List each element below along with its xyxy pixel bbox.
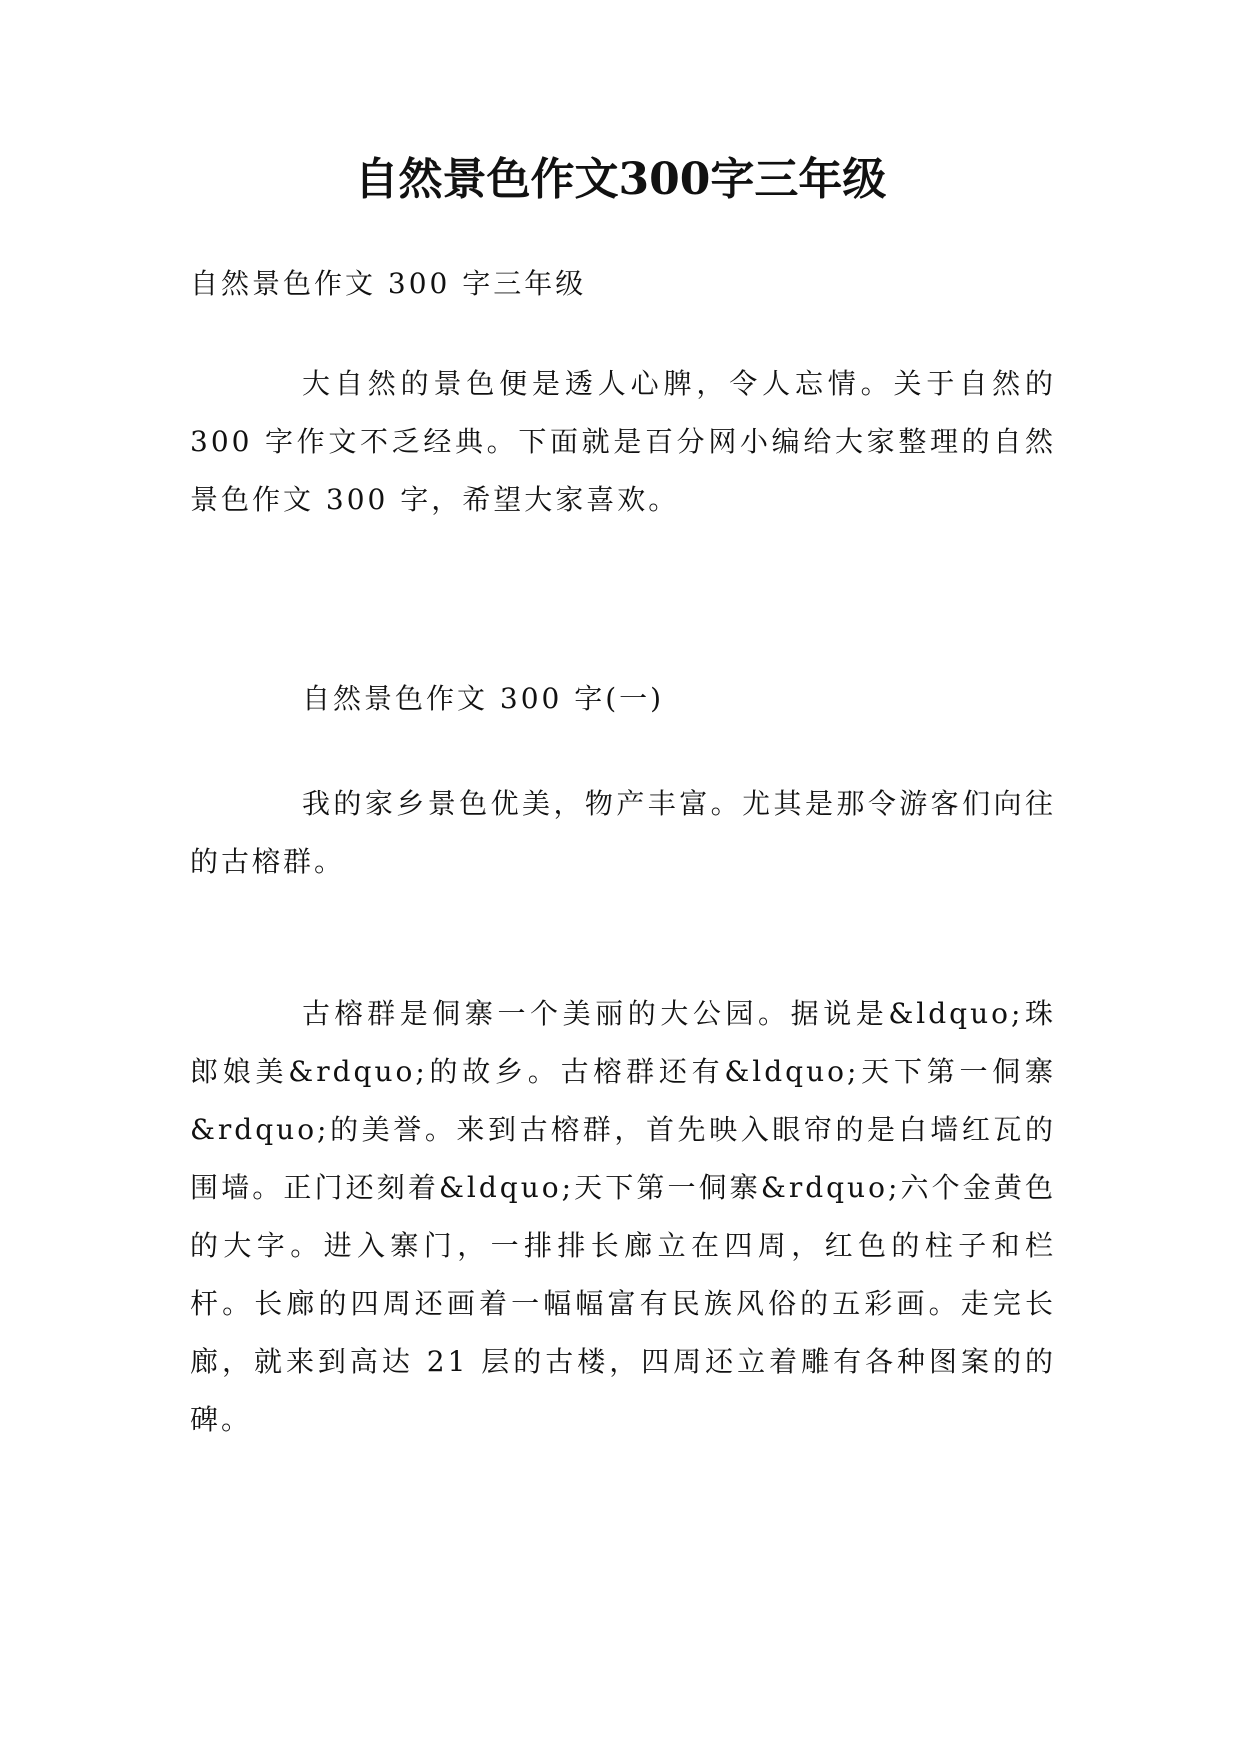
body-paragraph-2: 古榕群是侗寨一个美丽的大公园。据说是&ldquo;珠郎娘美&rdquo;的故乡。古榕群还有&ldquo;天下第一侗寨&rdquo;的美誉。来到古榕群，首先映入眼帘的是白墙红瓦的围墙。正门还刻着&ldquo;天下第一侗寨&rdquo;六个金黄色的大字。进入寨门，一排排长廊立在四周，红色的柱子和栏杆。长廊的四周还画着一幅幅富有民族风俗的五彩画。走完长廊，就来到高达 21 层的古楼，四周还立着雕有各种图案的的碑。 <box>190 997 1056 1436</box>
document-title: 自然景色作文300字三年级 <box>354 154 887 205</box>
intro-paragraph: 大自然的景色便是透人心脾，令人忘情。关于自然的 300 字作文不乏经典。下面就是百分网小编给大家整理的自然景色作文 300 字，希望大家喜欢。 <box>190 367 1056 516</box>
document-subtitle: 自然景色作文 300 字三年级 <box>190 267 587 300</box>
body-paragraph-1: 我的家乡景色优美，物产丰富。尤其是那令游客们向往的古榕群。 <box>190 787 1056 878</box>
section-heading: 自然景色作文 300 字(一) <box>302 682 665 715</box>
